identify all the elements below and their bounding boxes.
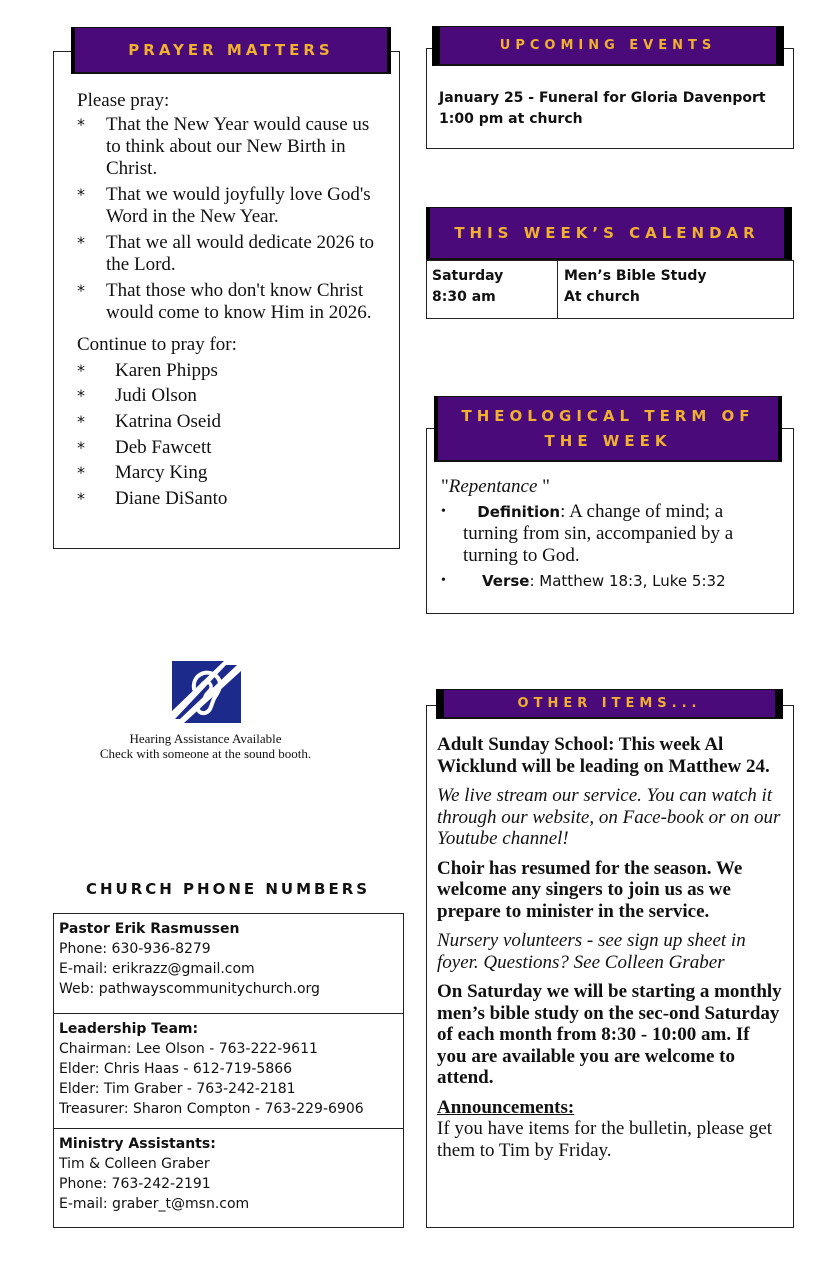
other-items-header (436, 689, 783, 719)
phone-numbers-table (53, 913, 404, 1228)
pastor-website: Web: pathwayscommunitychurch.org (59, 981, 320, 997)
announcements-text: If you have items for the bulletin, please get them to Tim by Friday. (437, 1118, 773, 1161)
prayer-content (77, 90, 385, 512)
leadership-line: Chairman: Lee Olson - 763-222-9611 (59, 1041, 318, 1057)
prayer-item-text: That those who don't know Christ would come to know Him in 2026. (106, 280, 372, 323)
continue-pray-label: Continue to pray for: (77, 334, 237, 355)
calendar-event: Men’s Bible Study (564, 268, 707, 284)
definition-item (441, 501, 781, 567)
prayer-name (77, 435, 385, 461)
verse-label: Verse (482, 572, 530, 590)
prayer-name-text: Marcy King (115, 462, 208, 484)
calendar-header (426, 207, 792, 260)
leadership-line: Elder: Tim Graber - 763-242-2181 (59, 1081, 296, 1097)
hearing-line-2: Check with someone at the sound booth. (99, 746, 312, 761)
announcements-heading: Announcements: (437, 1096, 575, 1118)
asterisk-bullet-icon: * (77, 115, 85, 134)
hearing-assistance-icon (172, 661, 241, 723)
pastor-email: E-mail: erikrazz@gmail.com (59, 961, 255, 977)
event-title: January 25 - Funeral for Gloria Davenport (439, 90, 766, 106)
prayer-item (77, 184, 385, 228)
prayer-name (77, 486, 385, 512)
prayer-item (77, 280, 385, 324)
asterisk-bullet-icon: * (77, 463, 85, 483)
prayer-lead: Please pray: (77, 90, 170, 111)
separator: : (529, 572, 540, 590)
other-items-section (426, 705, 794, 1228)
hearing-assistance-note (53, 731, 358, 761)
leadership-contact (54, 1014, 403, 1129)
ministry-email: E-mail: graber_t@msn.com (59, 1196, 250, 1212)
pastor-phone: Phone: 630-936-8279 (59, 941, 211, 957)
prayer-name (77, 460, 385, 486)
prayer-name-text: Diane DiSanto (115, 487, 228, 509)
section-title: OTHER ITEMS... (517, 696, 702, 711)
section-title: UPCOMING EVENTS (499, 38, 717, 53)
other-items-content (437, 734, 783, 1169)
event-time: 1:00 pm at church (439, 111, 583, 127)
prayer-name-text: Judi Olson (115, 385, 197, 407)
asterisk-bullet-icon: * (77, 411, 85, 431)
theological-term-content (441, 476, 781, 592)
calendar-table (426, 260, 794, 319)
prayer-name-text: Deb Fawcett (115, 436, 212, 458)
section-title: THIS WEEK’S CALENDAR (454, 224, 760, 242)
livestream-notice: We live stream our service. You can watch it through our website, on Face-book or on our Youtube channel! (437, 785, 781, 849)
prayer-name-text: Karen Phipps (115, 359, 218, 381)
ministry-phone: Phone: 763-242-2191 (59, 1176, 211, 1192)
section-title: THEOLOGICAL TERM OF THE WEEK (461, 406, 755, 450)
prayer-name (77, 384, 385, 410)
term-line (441, 476, 781, 498)
nursery-notice: Nursery volunteers - see sign up sheet in foyer. Questions? See Colleen Graber (437, 930, 746, 973)
pastor-name: Pastor Erik Rasmussen (59, 921, 240, 937)
prayer-item-text: That we would joyfully love God's Word in the New Year. (106, 184, 371, 227)
prayer-name-text: Katrina Oseid (115, 410, 222, 432)
asterisk-bullet-icon: * (77, 185, 85, 204)
asterisk-bullet-icon: * (77, 488, 85, 508)
definition-label: Definition (477, 503, 561, 521)
phone-numbers-title: CHURCH PHONE NUMBERS (85, 880, 371, 898)
prayer-item (77, 232, 385, 276)
prayer-matters-header (71, 27, 391, 74)
asterisk-bullet-icon: * (77, 360, 85, 380)
prayer-item-text: That the New Year would cause us to think about our New Birth in Christ. (106, 114, 370, 179)
calendar-day: Saturday (432, 268, 504, 284)
prayer-name (77, 358, 385, 384)
verse-text-wrap (463, 570, 726, 592)
upcoming-events-header (432, 26, 784, 66)
sunday-school-notice: Adult Sunday School: This week Al Wicklund will be leading on Matthew 24. (437, 734, 770, 777)
prayer-item-text: That we all would dedicate 2026 to the Lord. (106, 232, 375, 275)
hearing-line-1: Hearing Assistance Available (129, 731, 282, 746)
verse-text: Matthew 18:3, Luke 5:32 (539, 572, 726, 590)
prayer-matters-section (53, 51, 400, 549)
mens-study-notice: On Saturday we will be starting a monthly men’s bible study on the sec-ond Saturday of each month from 8:30 - 10:00 am. If you are available you are welcome to attend. (437, 981, 782, 1088)
ministry-contact (54, 1129, 403, 1219)
leadership-line: Elder: Chris Haas - 612-719-5866 (59, 1061, 293, 1077)
prayer-item (77, 114, 385, 180)
asterisk-bullet-icon: * (77, 437, 85, 457)
definition-text-wrap (463, 501, 781, 567)
asterisk-bullet-icon: * (77, 233, 85, 252)
asterisk-bullet-icon: * (77, 386, 85, 406)
calendar-time: 8:30 am (432, 289, 496, 305)
separator: : (560, 501, 570, 522)
ministry-heading: Ministry Assistants: (59, 1136, 216, 1152)
bullet-icon: • (441, 573, 446, 588)
calendar-what-cell (558, 261, 793, 318)
ministry-names: Tim & Colleen Graber (59, 1156, 210, 1172)
section-title: PRAYER MATTERS (128, 41, 334, 59)
verse-item (441, 570, 781, 592)
theological-term-header (434, 396, 782, 462)
pastor-contact (54, 914, 403, 1014)
quote-mark: " (537, 476, 550, 497)
calendar-location: At church (564, 289, 640, 305)
event-entry (439, 88, 766, 130)
prayer-name (77, 409, 385, 435)
choir-notice: Choir has resumed for the season. We welcome any singers to join us as we prepare to minister in the service. (437, 857, 743, 922)
asterisk-bullet-icon: * (77, 281, 85, 300)
leadership-heading: Leadership Team: (59, 1021, 199, 1037)
bullet-icon: • (441, 504, 446, 519)
calendar-when-cell (427, 261, 558, 318)
term-word: Repentance (448, 476, 538, 497)
quote-mark: " (441, 476, 449, 497)
leadership-line: Treasurer: Sharon Compton - 763-229-6906 (59, 1101, 364, 1117)
definition-text: A change of mind; a turning from sin, accompanied by a turning to God. (463, 501, 734, 566)
